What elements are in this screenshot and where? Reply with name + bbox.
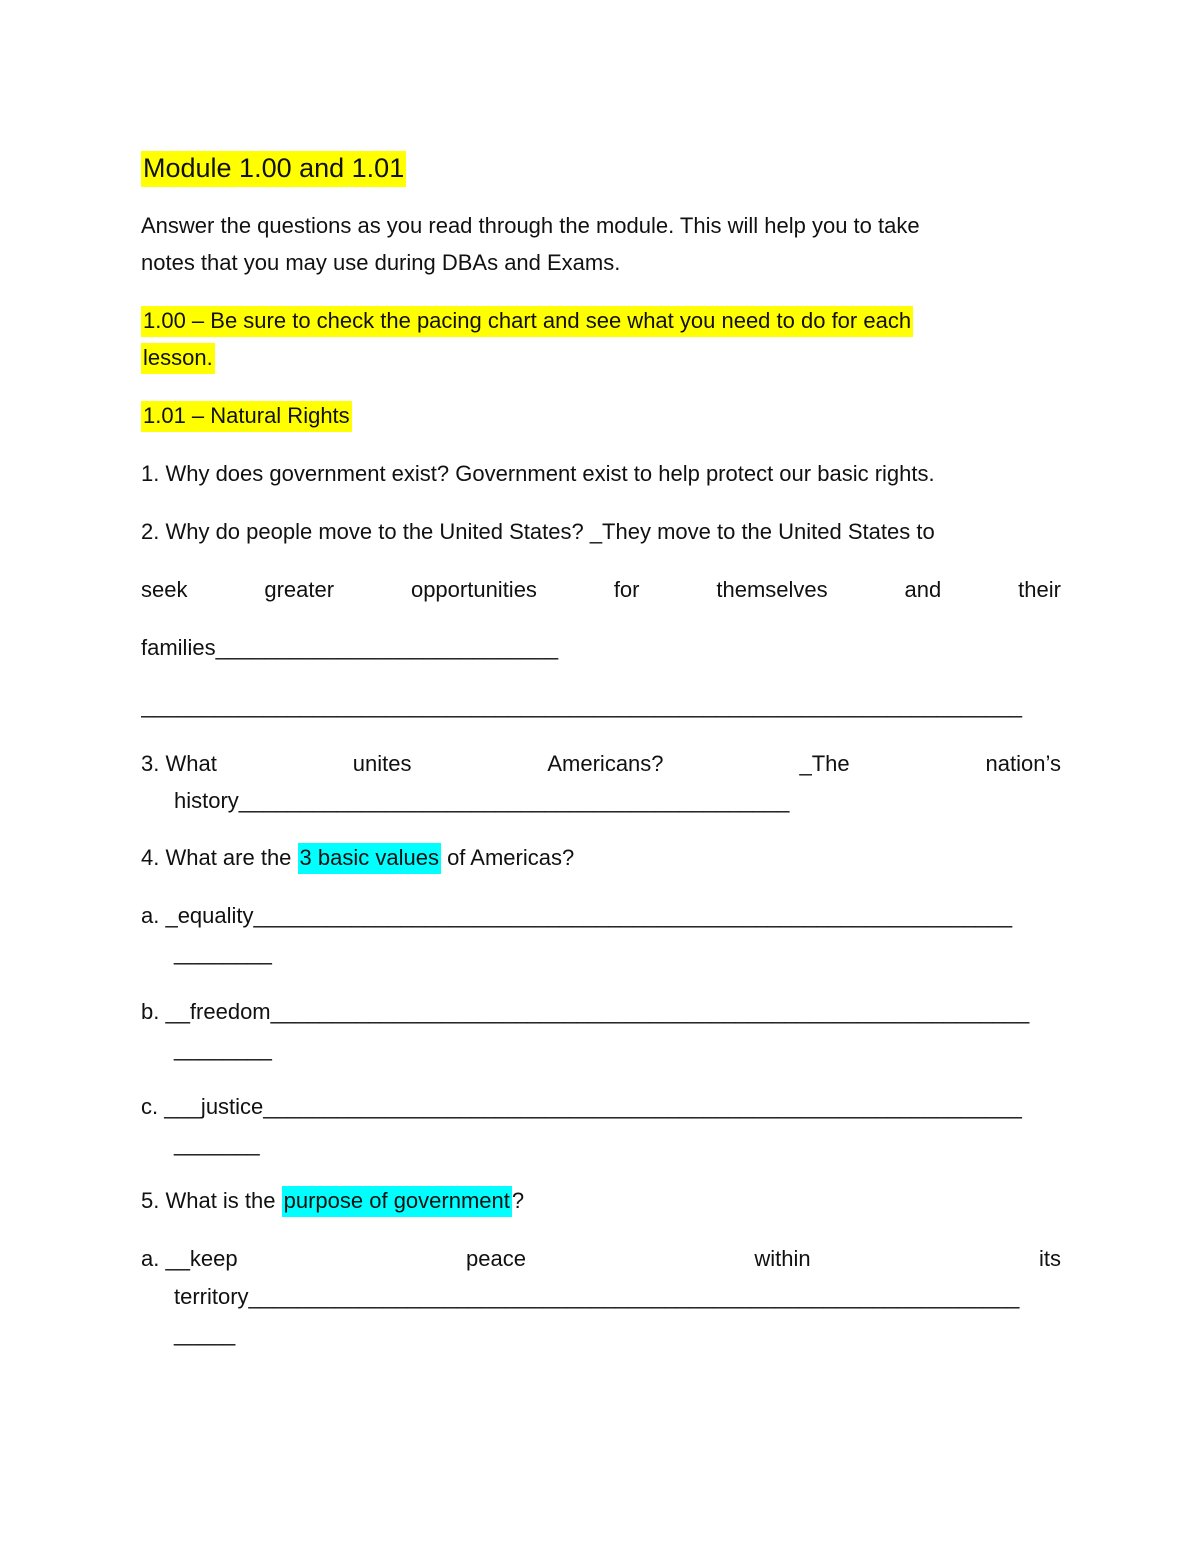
q5-highlight: purpose of government: [282, 1186, 512, 1217]
q5a-word: a. __keep: [141, 1246, 238, 1271]
question-1: 1. Why does government exist? Government exist to help protect our basic rights.: [141, 461, 935, 486]
q2-word: and: [904, 577, 942, 602]
q2-word: for: [613, 577, 640, 602]
section-101-heading: [141, 401, 1061, 431]
q5a-word: within: [754, 1246, 811, 1271]
answer-4b: b. __freedom______________________________________________________________: [141, 999, 1030, 1024]
question-3-line-1: [141, 749, 1061, 779]
answer-5a-line-1: [141, 1244, 1061, 1274]
q3-word: nation’s: [985, 751, 1061, 776]
q4-suffix: of Americas?: [440, 845, 575, 870]
q3-word: unites: [352, 751, 412, 776]
q5-prefix: 5. What is the: [141, 1188, 282, 1213]
q5-suffix: ?: [511, 1188, 525, 1213]
answer-4c-continued: _______: [174, 1131, 260, 1156]
q2-word: opportunities: [410, 577, 537, 602]
intro-line-2: notes that you may use during DBAs and Exams.: [141, 250, 621, 275]
q4-highlight: 3 basic values: [298, 843, 441, 874]
question-2-line-2: [141, 575, 1061, 605]
q3-word: 3. What: [141, 751, 217, 776]
title-highlight: Module 1.00 and 1.01: [141, 151, 406, 187]
q2-word: seek: [141, 577, 188, 602]
section-100-line-2: [141, 343, 1061, 373]
section-100-highlight-1: 1.00 – Be sure to check the pacing chart and see what you need to do for each: [141, 306, 913, 337]
q5a-word: peace: [466, 1246, 526, 1271]
section-100-highlight-2: lesson.: [141, 343, 215, 374]
answer-4a-continued: ________: [174, 940, 272, 965]
page-title: [141, 150, 1061, 186]
question-5: [141, 1186, 1061, 1216]
question-3-line-2: history_____________________________________________: [174, 788, 790, 813]
question-2-answer-line: ________________________________________________________________________: [141, 693, 1022, 718]
answer-4c: c. ___justice______________________________________________________________: [141, 1094, 1022, 1119]
question-4: [141, 843, 1061, 873]
answer-4a: a. _equality______________________________________________________________: [141, 903, 1013, 928]
q2-word: themselves: [716, 577, 828, 602]
q3-word: Americans?: [547, 751, 664, 776]
answer-4b-continued: ________: [174, 1036, 272, 1061]
q2-word: greater: [264, 577, 335, 602]
question-2-line-1: 2. Why do people move to the United States? _They move to the United States to: [141, 519, 935, 544]
section-101-highlight: 1.01 – Natural Rights: [141, 401, 352, 432]
q5a-word: its: [1038, 1246, 1061, 1271]
section-100-line-1: [141, 306, 1061, 336]
q4-prefix: 4. What are the: [141, 845, 298, 870]
answer-5a-continued: _____: [174, 1321, 236, 1346]
question-2-line-3: families____________________________: [141, 635, 559, 660]
intro-line-1: Answer the questions as you read through the module. This will help you to take: [141, 213, 920, 238]
answer-5a-line-2: territory_______________________________________________________________: [174, 1284, 1020, 1309]
q2-word: their: [1018, 577, 1061, 602]
q3-word: _The: [799, 751, 850, 776]
